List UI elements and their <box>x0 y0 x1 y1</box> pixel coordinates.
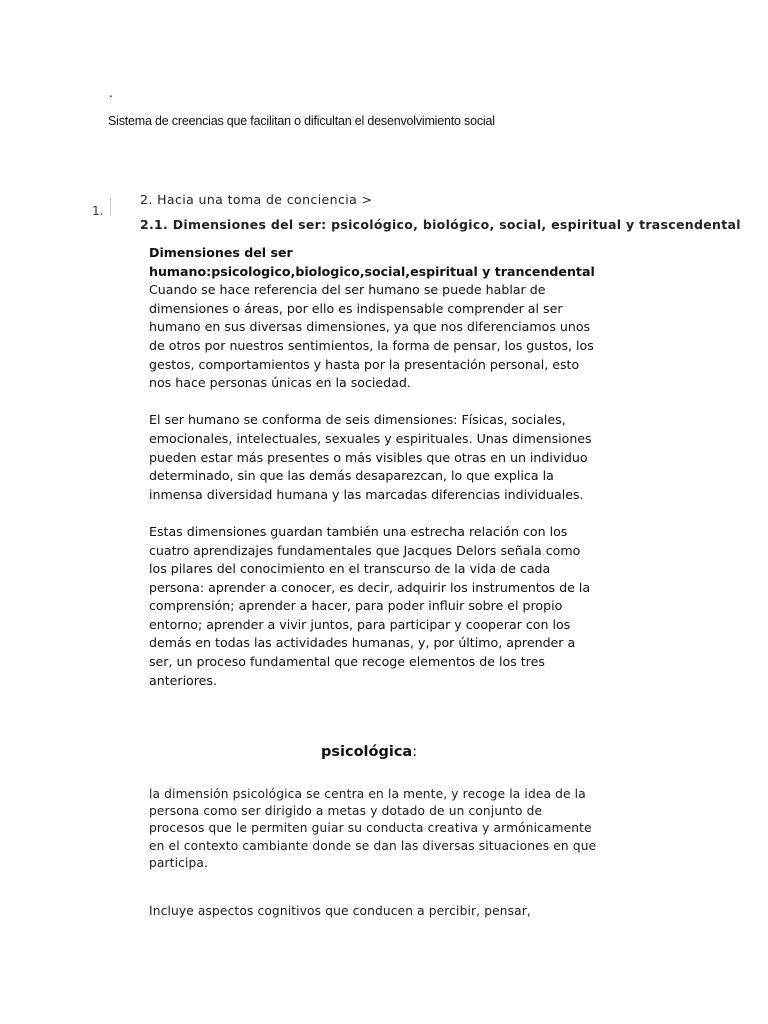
article-paragraph-2: El ser humano se conforma de seis dimensiones: Físicas, sociales, emocionales, intelectuales, sexuales y espirituales. Unas dimensiones pueden estar más presentes o más visibles que otras en un individuo determinado, sin que las demás desaparezcan, lo que explica la inmensa diversidad humana y las marcadas diferencias individuales. <box>149 412 592 502</box>
psicologica-heading-colon: : <box>412 744 418 760</box>
section-heading: 2.1. Dimensiones del ser: psicológico, biológico, social, espiritual y trascendental <box>140 217 741 232</box>
document-dot: . <box>109 86 113 100</box>
article-heading: Dimensiones del ser humano:psicologico,biologico,social,espiritual y trancendental <box>149 245 595 279</box>
list-indent-bar <box>110 198 111 216</box>
breadcrumb: 2. Hacia una toma de conciencia > <box>140 192 373 207</box>
article-paragraph-1: Cuando se hace referencia del ser humano se puede hablar de dimensiones o áreas, por ello es indispensable comprender al ser humano en sus diversas dimensiones, ya que nos diferenciamos unos de otros por nuestros sentimientos, la forma de pensar, los gustos, los gestos, comportamientos y hasta por la presentación personal, esto nos hace personas únicas en la sociedad. <box>149 282 594 391</box>
psicologica-paragraph: la dimensión psicológica se centra en la mente, y recoge la idea de la persona como ser dirigido a metas y dotado de un conjunto de procesos que le permiten guiar su conducta creativa y armónicamente en el contexto cambiante donde se dan las diversas situaciones en que participa. <box>149 787 597 870</box>
article-paragraph-3: Estas dimensiones guardan también una estrecha relación con los cuatro aprendizajes fundamentales que Jacques Delors señala como los pilares del conocimiento en el transcurso de la vida de cada persona: aprender a conocer, es decir, adquirir los instrumentos de la comprensión; aprender a hacer, para poder influir sobre el propio entorno; aprender a vivir juntos, para participar y cooperar con los demás en todas las actividades humanas, y, por último, aprender a ser, un proceso fundamental que recoge elementos de los tres anteriores. <box>149 523 591 688</box>
psicologica-paragraph-2: Incluye aspectos cognitivos que conducen a percibir, pensar, <box>149 904 531 918</box>
article-body <box>149 244 599 709</box>
list-number: 1. <box>92 204 104 218</box>
document-title: Sistema de creencias que facilitan o dificultan el desenvolvimiento social <box>108 114 495 128</box>
psicologica-heading <box>321 744 417 760</box>
psicologica-heading-text: psicológica <box>321 744 413 760</box>
